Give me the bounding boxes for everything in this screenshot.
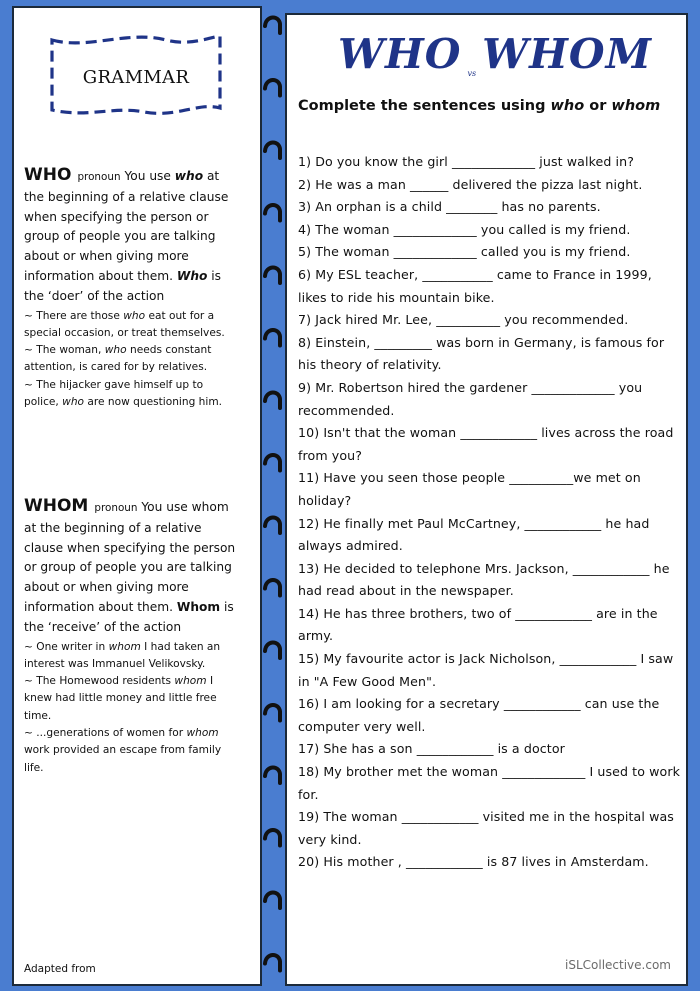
who-example: ~ The woman, who needs constant attention, is cared for by relatives. (24, 344, 212, 374)
binder-ring (265, 330, 280, 346)
instruction: Complete the sentences using who or whom (298, 98, 661, 114)
title-whom: WHOM (482, 30, 653, 78)
who-def-word-1: who (174, 169, 204, 183)
sentence-item: 20) His mother , ____________ is 87 lives in Amsterdam. (298, 854, 649, 870)
sentence-item: 16) I am looking for a secretary ____________ can use the computer very well. (298, 696, 660, 734)
sentence-item: 11) Have you seen those people __________we met on holiday? (298, 470, 641, 508)
binder-ring (265, 955, 280, 971)
whom-pos: pronoun (94, 502, 138, 514)
binder-spine (262, 0, 285, 991)
grammar-header-box (48, 32, 224, 118)
binder-ring (265, 892, 280, 908)
whom-example: ~ One writer in whom I had taken an interest was Immanuel Velikovsky. (24, 640, 221, 670)
sentence-item: 9) Mr. Robertson hired the gardener _____________ you recommended. (298, 379, 643, 418)
sentence-item: 19) The woman ____________ visited me in the hospital was very kind. (298, 809, 674, 847)
binder-ring (265, 80, 280, 96)
sentence-item: 18) My brother met the woman _____________ I used to work for. (298, 764, 681, 802)
who-definition (24, 166, 236, 411)
whom-example: ~ ...generations of women for whom work provided an escape from family life. (24, 727, 222, 774)
binder-ring (265, 17, 280, 33)
sentence-item: 14) He has three brothers, two of ____________ are in the army. (298, 605, 658, 644)
sentence-item: 3) An orphan is a child ________ has no parents. (298, 199, 601, 215)
who-pos: pronoun (77, 171, 121, 183)
credit-text: Adapted from (24, 963, 96, 975)
sentence-item: 17) She has a son ____________ is a doctor (298, 741, 565, 757)
whom-word: WHOM (24, 496, 89, 516)
who-example: ~ There are those who eat out for a special occasion, or treat themselves. (24, 309, 225, 339)
grammar-label: GRAMMAR (82, 67, 190, 88)
whom-def-text-1: You use whom at the beginning of a relative clause when specifying the person or group of people you are talking about or when giving more information about them. (24, 500, 236, 614)
who-example: ~ The hijacker gave himself up to police, who are now questioning him. (24, 378, 223, 409)
sentence-item: 7) Jack hired Mr. Lee, __________ you recommended. (298, 312, 629, 328)
who-def-text-1: You use (124, 169, 175, 183)
who-word: WHO (24, 165, 72, 185)
sentence-item: 2) He was a man ______ delivered the pizza last night. (298, 176, 643, 192)
whom-example: ~ The Homewood residents whom I knew had little money and little free time. (24, 675, 217, 722)
sentence-item: 15) My favourite actor is Jack Nicholson, ____________ I saw in "A Few Good Men". (298, 651, 674, 689)
binder-ring (265, 205, 280, 221)
binder-ring (265, 392, 280, 408)
binder-rings (265, 17, 280, 970)
binder-ring (265, 455, 280, 471)
binder-ring (265, 580, 280, 596)
binder-ring (265, 705, 280, 721)
worksheet-title (338, 30, 653, 78)
sentence-item: 1) Do you know the girl _____________ just walked in? (298, 154, 635, 169)
binder-ring (265, 830, 280, 846)
whom-def-text-2: is the ‘receive’ of the action (24, 599, 234, 634)
binder-ring (265, 142, 280, 158)
sentence-item: 5) The woman _____________ called you is my friend. (298, 244, 631, 260)
binder-ring (265, 517, 280, 533)
sentence-list (298, 151, 680, 874)
who-def-text-2: at the beginning of a relative clause when specifying the person or group of people you are talking about or when giving more information about them. (24, 169, 229, 283)
sentence-item: 13) He decided to telephone Mrs. Jackson, ____________ he had read about in the newspaper. (298, 560, 670, 599)
who-examples (24, 308, 236, 412)
binder-ring (265, 267, 280, 283)
who-def-word-2: Who (176, 268, 208, 283)
whom-def-word: Whom (176, 599, 221, 614)
title-who: WHO (338, 30, 462, 78)
watermark: iSLCollective.com (565, 958, 671, 972)
sentence-item: 8) Einstein, _________ was born in Germany, is famous for his theory of relativity. (298, 334, 665, 373)
title-vs: vs (467, 69, 477, 78)
sentence-item: 12) He finally met Paul McCartney, ____________ he had always admired. (298, 515, 650, 554)
whom-examples (24, 639, 236, 777)
who-def-text-3: is the ‘doer’ of the action (24, 268, 221, 303)
whom-definition (24, 497, 236, 777)
sentence-item: 10) Isn't that the woman ____________ lives across the road from you? (298, 425, 674, 463)
binder-ring (265, 767, 280, 783)
sentence-item: 6) My ESL teacher, ___________ came to France in 1999, likes to ride his mountain bike. (298, 266, 652, 305)
sentence-item: 4) The woman _____________ you called is my friend. (298, 221, 631, 237)
binder-ring (265, 642, 280, 658)
